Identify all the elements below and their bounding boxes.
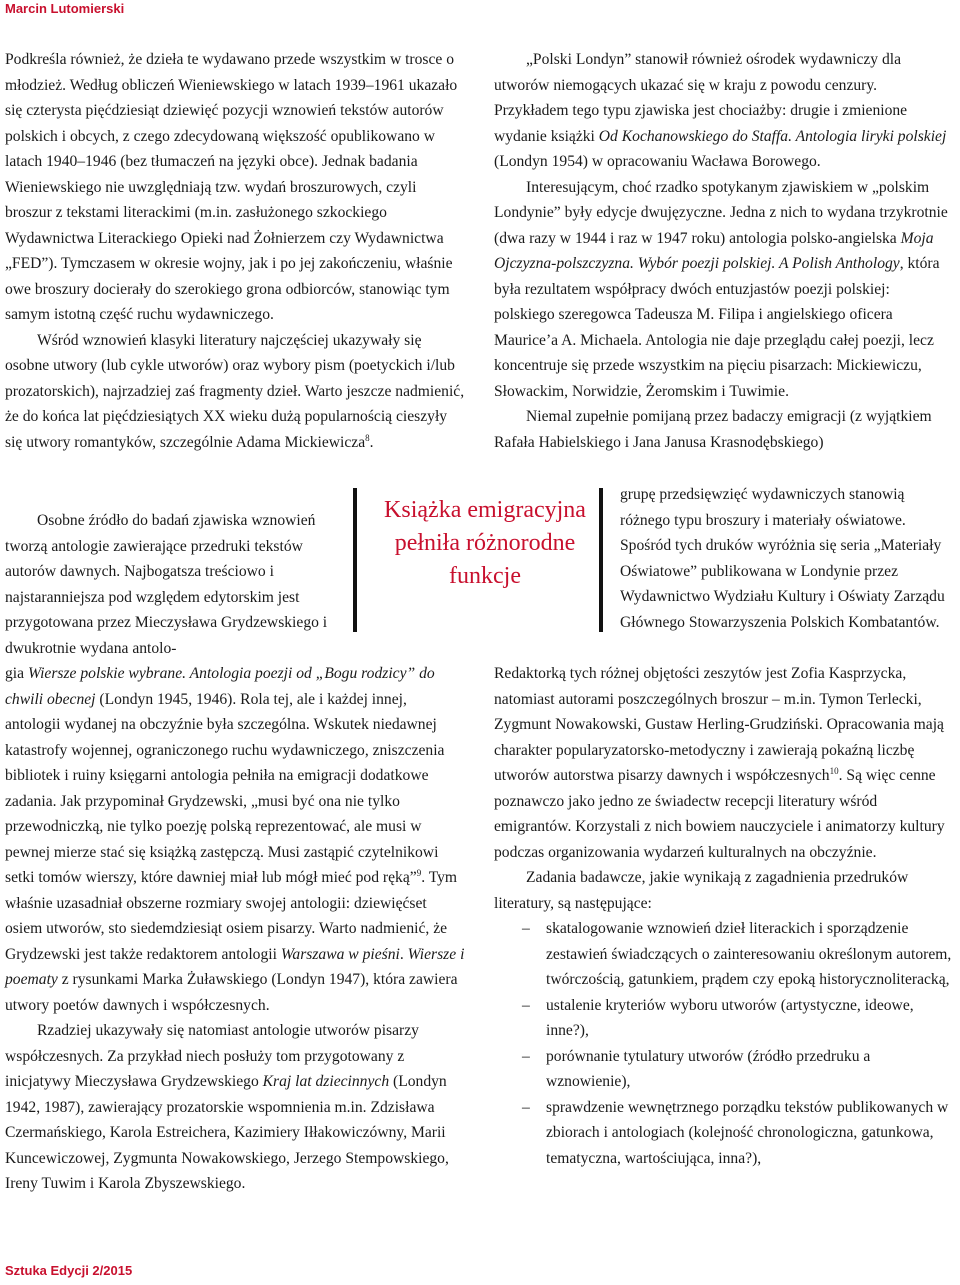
- footnote-ref: 9: [416, 867, 422, 878]
- paragraph: Podkreśla również, że dzieła te wydawano przede wszystkim w trosce o młodzież. Według obliczeń Wieniewskiego w latach 1939–1961 ukazało się czterysta pięćdziesiąt dziewięć pozycji wznowień tekstów autorów polskich i obcych, z czego zdecydowaną większość opublikowano w latach 1940–1946 (bez tłumaczeń na języki obce). Jednak badania Wieniewskiego nie uwzględniają tzw. wydań broszurowych, czyli broszur z tekstami literackimi (m.in. zasłużonego szkockiego Wydawnictwa Literackiego Opieki nad Żołnierzem czy Wydawnictwa „FED”). Tymczasem w okresie wojny, jak i po jej zakończeniu, właśnie owe broszury docierały do szerokiego grona odbiorców, stanowiąc tym samym istotną część ruchu wydawniczego.: [5, 51, 458, 323]
- right-column-top: [494, 47, 954, 455]
- pullquote-left-rule: [353, 488, 357, 632]
- left-column-wrapped-paragraph: Osobne źródło do badań zjawiska wznowień tworzą antologie zawierające przedruki tekstów autorów dawnych. Najbogatsza treściowo i najstaranniejsza pod względem edytorskim jest przygotowana przez Mieczysława Grydzewskiego i dwukrotnie wydana antolo-: [5, 512, 328, 657]
- left-column-top: [5, 47, 465, 455]
- paragraph: gia Wiersze polskie wybrane. Antologia poezji od „Bogu rodzicy” do chwili obecnej (Londyn 1945, 1946). Rola tej, ale i każdej innej, antologii wydanej na obczyźnie była szczególna. Wskutek niedawnej katastrofy wojennej, ograniczonego ruchu wydawniczego, zniszczenia bibliotek i ruiny księgarni antologia pełniła na emigracji dodatkowe zadania. Jak przypominał Grydzewski, „musi być ona nie tylko przewodniczką, nie tylko poezję polską reprezentować, ale musi w pewnej mierze stać się książką zastępczą. Musi zastąpić czytelnikowi setki tomów wierszy, które dawniej miał lub mógł mieć pod ręką”$^9$. Tym właśnie uzasadniał obszerne rozmiary swojej antologii: dziewięćset osiem utworów, sto siedemdziesiąt osiem pisarzy. Warto nadmienić, że Grydzewski jest także redaktorem antologii Warszawa w pieśni. Wiersze i poematy z rysunkami Marka Żuławskiego (Londyn 1947), która zawiera utwory poetów dawnych i współczesnych.: [5, 665, 465, 1014]
- right-column-bottom: [494, 661, 954, 1171]
- pullquote-right-rule: [599, 488, 603, 632]
- right-column-wrapped-paragraph: grupę przedsięwzięć wydawniczych stanowią różnego typu broszury i materiały oświatowe. Spośród tych druków wyróżnia się seria „Materiały Oświatowe” publikowana w Londynie przez Wydawnictwo Wydziału Kultury i Oświaty Zarządu Głównego Stowarzyszenia Polskich Kombatantów.: [620, 486, 945, 631]
- research-tasks-list: [494, 916, 954, 1171]
- paragraph: Redaktorką tych różnej objętości zeszytów jest Zofia Kasprzycka, natomiast autorami poszczególnych broszur – m.in. Tymon Terlecki, Zygmunt Nowakowski, Gustaw Herling-Grudziński. Opracowania mają charakter popularyzatorsko-metodyczny i zawierają pokaźną liczbę utworów autorstwa pisarzy dawnych i współczesnych$^{10}$. Są więc cenne poznawczo jako jedno ze świadectw recepcji literatury wśród emigrantów. Korzystali z nich bowiem nauczyciele i animatorzy kultury podczas organizowania wydarzeń kulturalnych na obczyźnie.: [494, 665, 945, 861]
- footnote-ref: 8: [365, 432, 370, 443]
- list-item: – skatalogowanie wznowień dzieł literackich i sporządzenie zestawień świadczących o zainteresowaniu określonym autorem, twórczością, gatunkiem, prądem czy epoką historycznoliteracką,: [522, 920, 952, 988]
- list-item: – sprawdzenie wewnętrznego porządku tekstów publikowanych w zbiorach i antologiach (kolejność chronologiczna, gatunkowa, tematyczna, wartościująca, inna?),: [522, 1098, 949, 1167]
- list-item: – ustalenie kryteriów wyboru utworów (artystyczne, ideowe, inne?),: [522, 996, 914, 1039]
- paragraph: „Polski Londyn” stanowił również ośrodek wydawniczy dla utworów niemogących ukazać się w kraju z powodu cenzury. Przykładem tego typu zjawiska jest chociażby: drugie i zmienione wydanie książki Od Kochanowskiego do Staffa. Antologia liryki polskiej (Londyn 1954) w opracowaniu Wacława Borowego.: [494, 51, 947, 170]
- journal-footer: Sztuka Edycji 2/2015: [5, 1263, 133, 1278]
- paragraph: Rzadziej ukazywały się natomiast antologie utworów pisarzy współczesnych. Za przykład niech posłuży tom przygotowany z inicjatywy Mieczysława Grydzewskiego Kraj lat dziecinnych (Londyn 1942, 1987), zawierający prozatorskie wspomnienia m.in. Zdzisława Czermańskiego, Karola Estreichera, Kazimiery Iłłakowiczówny, Marii Kuncewiczowej, Zygmunta Nowakowskiego, Jerzego Stempowskiego, Ireny Tuwim i Karola Zbyszewskiego.: [5, 1022, 449, 1192]
- left-column-bottom: [5, 661, 465, 1197]
- paragraph: Zadania badawcze, jakie wynikają z zagadnienia przedruków literatury, są następujące:: [494, 869, 909, 912]
- pullquote: Książka emigracyjna pełniła różnorodne funkcje: [384, 497, 586, 589]
- footnote-ref: 10: [829, 765, 839, 776]
- paragraph: Niemal zupełnie pomijaną przez badaczy emigracji (z wyjątkiem Rafała Habielskiego i Jana Janusa Krasnodębskiego): [494, 408, 932, 451]
- paragraph: Wśród wznowień klasyki literatury najczęściej ukazywały się osobne utwory (lub cykle utworów) oraz wybory pism (poetyckich i/lub prozatorskich), najrzadziej zaś fragmenty dzieł. Warto jeszcze nadmienić, że do końca lat pięćdziesiątych XX wieku dużą popularnością cieszyły się utwory romantyków, szczególnie Adama Mickiewicza$^8$.: [5, 331, 465, 451]
- author-name: Marcin Lutomierski: [5, 1, 125, 16]
- paragraph: Interesującym, choć rzadko spotykanym zjawiskiem w „polskim Londynie” były edycje dwujęzyczne. Jedna z nich to wydana trzykrotnie (dwa razy w 1944 i raz w 1947 roku) antologia polsko-angielska Moja Ojczyzna-polszczyzna. Wybór poezji polskiej. A Polish Anthology, która była rezultatem współpracy dwóch entuzjastów poezji polskiej: polskiego szeregowca Tadeusza M. Filipa i angielskiego oficera Maurice’a A. Michaela. Antologia nie daje przeglądu całej poezji, lecz koncentruje się przede wszystkim na pięciu pisarzach: Mickiewiczu, Słowackim, Norwidzie, Żeromskim i Tuwimie.: [494, 178, 948, 400]
- list-item: – porównanie tytulatury utworów (źródło przedruku a wznowienie),: [522, 1047, 871, 1090]
